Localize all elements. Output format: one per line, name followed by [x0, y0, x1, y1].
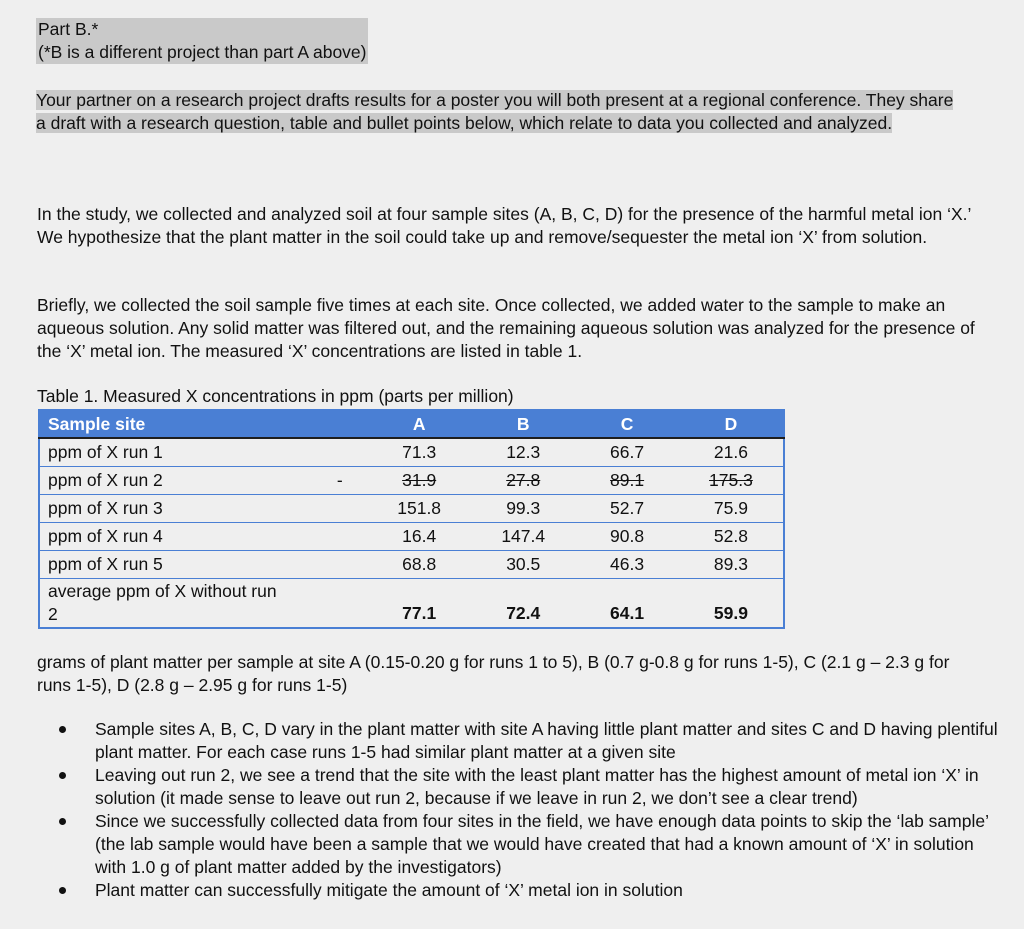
bullet-dot-icon	[59, 726, 66, 733]
bullet-dot-icon	[59, 887, 66, 894]
cell-value-struck: 27.8	[471, 467, 575, 495]
cell-value: 52.7	[575, 495, 679, 523]
prompt-text: Your partner on a research project drafts results for a poster you will both present at a regional conference. They share a draft with a research question, table and bullet points below, which relate to data you collected and analyzed.	[36, 90, 954, 133]
bullet-text: Plant matter can successfully mitigate the amount of ‘X’ metal ion in solution	[95, 880, 683, 900]
row-marker	[313, 438, 368, 467]
header-site-d: D	[679, 410, 784, 438]
cell-value: 151.8	[367, 495, 471, 523]
plant-matter-paragraph: grams of plant matter per sample at site A (0.15-0.20 g for runs 1 to 5), B (0.7 g-0.8 g for runs 1-5), C (2.1 g – 2.3 g for runs 1-5), D (2.8 g – 2.95 g for runs 1-5)	[37, 652, 950, 695]
average-value: 64.1	[575, 579, 679, 629]
table-header-row	[39, 410, 784, 438]
list-item	[37, 718, 1007, 764]
cell-value: 71.3	[367, 438, 471, 467]
row-label: ppm of X run 1	[39, 438, 313, 467]
cell-value: 68.8	[367, 551, 471, 579]
header-site-c: C	[575, 410, 679, 438]
row-marker	[313, 495, 368, 523]
cell-value: 99.3	[471, 495, 575, 523]
row-marker	[313, 523, 368, 551]
cell-value: 147.4	[471, 523, 575, 551]
row-marker	[313, 551, 368, 579]
header-spacer	[313, 410, 368, 438]
cell-value: 75.9	[679, 495, 784, 523]
average-value: 72.4	[471, 579, 575, 629]
table-row	[39, 551, 784, 579]
bullet-dot-icon	[59, 772, 66, 779]
average-label	[39, 579, 313, 629]
table-row	[39, 523, 784, 551]
header-sample-site: Sample site	[39, 410, 313, 438]
average-label-line2: 2	[48, 604, 58, 624]
average-label-line1: average ppm of X without run	[48, 581, 277, 601]
table-caption: Table 1. Measured X concentrations in ppm (parts per million)	[37, 386, 514, 406]
cell-value: 16.4	[367, 523, 471, 551]
part-heading	[36, 18, 368, 64]
cell-value: 46.3	[575, 551, 679, 579]
average-row	[39, 579, 784, 629]
header-site-a: A	[367, 410, 471, 438]
cell-value: 89.3	[679, 551, 784, 579]
row-marker: -	[313, 467, 368, 495]
bullet-list	[37, 718, 1007, 902]
table-row	[39, 438, 784, 467]
concentration-table	[38, 409, 785, 629]
table-row-struck	[39, 467, 784, 495]
cell-value: 90.8	[575, 523, 679, 551]
cell-value: 52.8	[679, 523, 784, 551]
part-title: Part B.*	[38, 19, 99, 39]
cell-value: 66.7	[575, 438, 679, 467]
bullet-text: Leaving out run 2, we see a trend that the site with the least plant matter has the highest amount of metal ion ‘X’ in solution (it made sense to leave out run 2, because if we leave in run 2, we don’t see a clear trend)	[95, 765, 979, 808]
row-label: ppm of X run 2	[39, 467, 313, 495]
average-value: 59.9	[679, 579, 784, 629]
bullet-text: Sample sites A, B, C, D vary in the plant matter with site A having little plant matter and sites C and D having plentiful plant matter. For each case runs 1-5 had similar plant matter at a given site	[95, 719, 998, 762]
list-item	[37, 879, 1007, 902]
cell-value: 30.5	[471, 551, 575, 579]
prompt-paragraph	[36, 89, 966, 135]
bullet-dot-icon	[59, 818, 66, 825]
study-paragraph: In the study, we collected and analyzed soil at four sample sites (A, B, C, D) for the presence of the harmful metal ion ‘X.’ We hypothesize that the plant matter in the soil could take up and remove/sequester the metal ion ‘X’ from solution.	[37, 204, 971, 247]
cell-value-struck: 175.3	[679, 467, 784, 495]
average-spacer	[313, 579, 368, 629]
row-label: ppm of X run 3	[39, 495, 313, 523]
cell-value: 12.3	[471, 438, 575, 467]
part-note: (*B is a different project than part A above)	[38, 42, 367, 62]
row-label: ppm of X run 4	[39, 523, 313, 551]
list-item	[37, 764, 1007, 810]
table-row	[39, 495, 784, 523]
bullet-text: Since we successfully collected data from four sites in the field, we have enough data points to skip the ‘lab sample’ (the lab sample would have been a sample that we would have created that had a known amount of ‘X’ in solution with 1.0 g of plant matter added by the investigators)	[95, 811, 989, 877]
cell-value-struck: 89.1	[575, 467, 679, 495]
header-site-b: B	[471, 410, 575, 438]
row-label: ppm of X run 5	[39, 551, 313, 579]
cell-value: 21.6	[679, 438, 784, 467]
methods-paragraph: Briefly, we collected the soil sample five times at each site. Once collected, we added water to the sample to make an aqueous solution. Any solid matter was filtered out, and the remaining aqueous solution was analyzed for the presence of the ‘X’ metal ion. The measured ‘X’ concentrations are listed in table 1.	[37, 295, 975, 361]
list-item	[37, 810, 1007, 879]
average-value: 77.1	[367, 579, 471, 629]
cell-value-struck: 31.9	[367, 467, 471, 495]
